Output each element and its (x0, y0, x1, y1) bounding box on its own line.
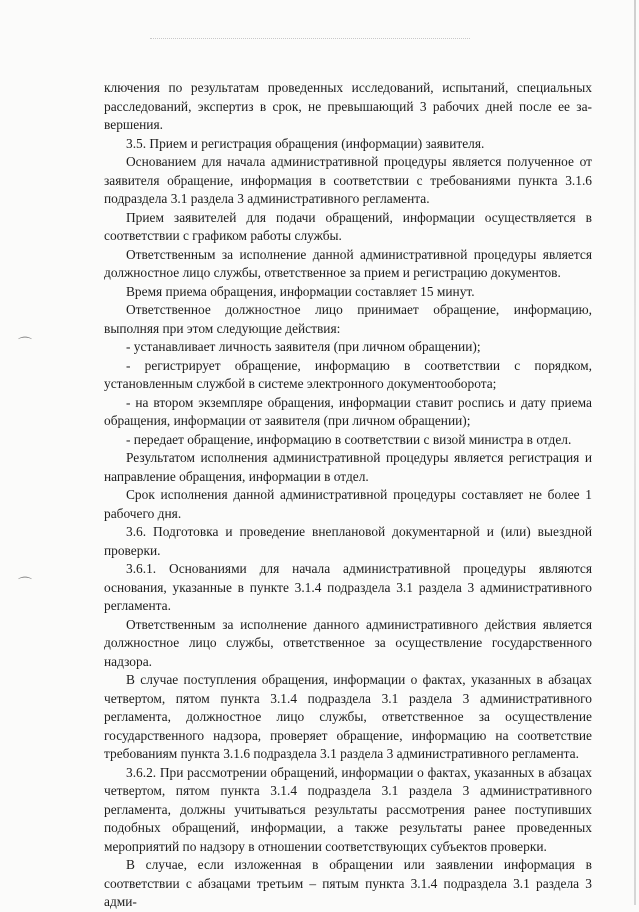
paragraph: Ответственным за исполнение данной административной процедуры является должностное лицо службы, ответственное за прием и регистрацию документов. (104, 246, 592, 280)
paragraph: Ответственное должностное лицо принимает обращение, информацию, выполняя при этом следующие действия: (104, 302, 592, 336)
list-item: - передает обращение, информацию в соответствии с визой министра в отдел. (126, 431, 572, 447)
text-line: вершения. (104, 117, 163, 132)
text-line: расследований, экспертиз в срок, не превышающий 3 рабочих дней после ее за- (104, 98, 592, 114)
list-item: - устанавливает личность заявителя (при личном обращении); (126, 339, 481, 354)
paragraph: Прием заявителей для подачи обращений, информации осуществляется в соответствии с графиком работы службы. (104, 209, 592, 243)
paragraph: Результатом исполнения административной процедуры является регистрация и направление обращения, информации в отдел. (104, 450, 592, 484)
section-heading-3-6: 3.6. Подготовка и проведение внеплановой документарной и (или) выездной проверки. (104, 524, 592, 558)
document-body (104, 79, 592, 912)
section-heading-3-5: 3.5. Прием и регистрация обращения (информации) заявителя. (126, 135, 485, 151)
text-line: ключения по результатам проведенных исследований, испытаний, специальных (104, 80, 592, 95)
paragraph: В случае, если изложенная в обращении или заявлении информация в соответствии с абзацами третьим – пятым пункта 3.1.4 подраздела 3.1 раздела 3 адми- (104, 857, 592, 909)
margin-mark: ⌒ (18, 578, 32, 593)
paragraph: 3.6.2. При рассмотрении обращений, информации о фактах, указанных в абзацах четвертом, пятом пункта 3.1.4 подраздела 3.1 раздела 3 административного регламента, должны учитываться результаты рассмотрения ранее поступивших подобных обращений, информации, а также результаты ранее проведенных мероприятий по надзору в отношении соответствующих субъектов проверки. (104, 764, 592, 854)
paragraph: В случае поступления обращения, информации о фактах, указанных в абзацах четвертом, пятом пункта 3.1.4 подраздела 3.1 раздела 3 административного регламента, должностное лицо службы, ответственное за осуществление государственного надзора, проверяет обращение, информацию на соответствие требованиям пункта 3.1.6 подраздела 3.1 раздела 3 административного регламента. (104, 672, 592, 761)
page-edge (634, 0, 636, 905)
paragraph: Время приема обращения, информации составляет 15 минут. (126, 283, 475, 299)
paragraph: 3.6.1. Основаниями для начала административной процедуры являются основания, указанные в пункте 3.1.4 подраздела 3.1 раздела 3 административного регламента. (104, 561, 592, 613)
margin-mark: ⌒ (18, 338, 32, 353)
paragraph: Срок исполнения данной административной процедуры составляет не более 1 рабочего дня. (104, 487, 592, 521)
list-item: - на втором экземпляре обращения, информации ставит роспись и дату приема обращения, информации от заявителя (при личном обращении); (104, 394, 592, 428)
paragraph: Ответственным за исполнение данного административного действия является должностное лицо службы, ответственное за осуществление государственного надзора. (104, 616, 592, 669)
paragraph: Основанием для начала административной процедуры является полученное от заявителя обращение, информация в соответствии с требованиями пункта 3.1.6 подраздела 3.1 раздела 3 административного регламента. (104, 154, 592, 206)
list-item: - регистрирует обращение, информацию в соответствии с порядком, установленным службой в системе электронного документооборота; (104, 357, 592, 391)
scan-noise (150, 38, 470, 39)
